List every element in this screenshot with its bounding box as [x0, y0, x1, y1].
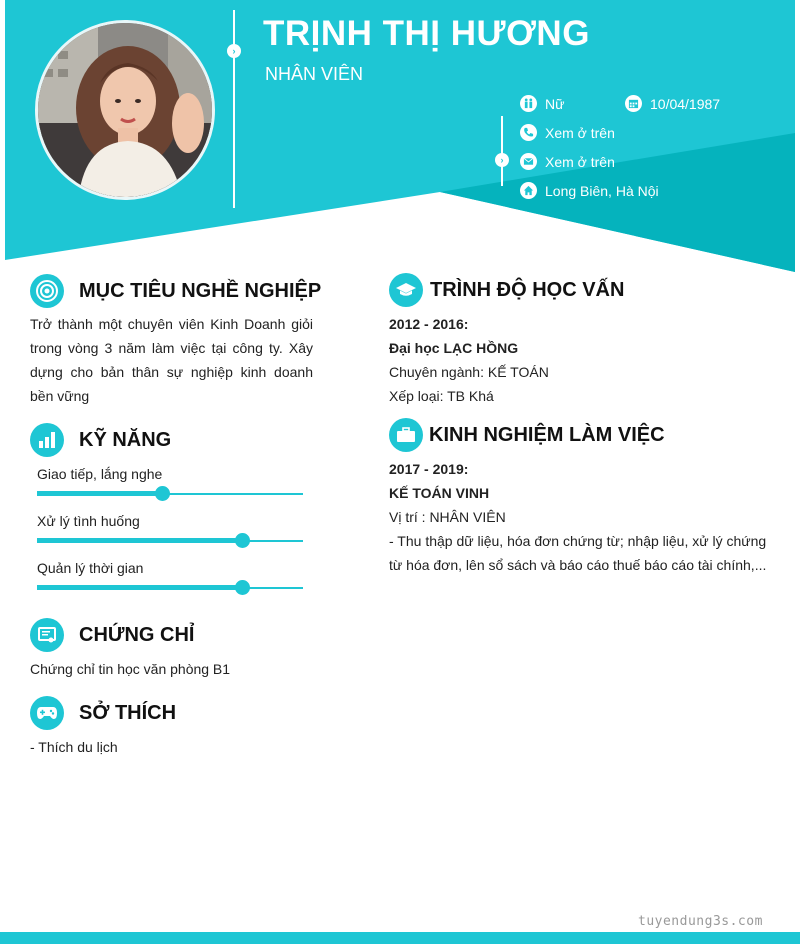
skills-heading [30, 423, 171, 457]
certificate-icon [30, 618, 64, 652]
skills-title: KỸ NĂNG [79, 428, 172, 451]
experience-company: KẾ TOÁN VINH [389, 485, 490, 501]
contact-divider [501, 116, 503, 186]
contact-phone [520, 124, 615, 141]
candidate-name: TRỊNH THỊ HƯƠNG [263, 14, 590, 53]
gender-value: Nữ [545, 95, 565, 112]
skill-label: Xử lý tình huống [37, 513, 140, 529]
experience-description-line: từ hóa đơn, lên sổ sách và báo cáo thuế báo cáo tài chính,... [389, 557, 767, 573]
header-divider [233, 10, 235, 208]
experience-title: KINH NGHIỆM LÀM VIỆC [429, 423, 665, 446]
phone-value: Xem ở trên [545, 124, 615, 141]
objective-heading [30, 274, 321, 308]
objective-text: Trở thành một chuyên viên Kinh Doanh giỏi trong vòng 3 năm làm việc tại công ty. Xây dựng cho bản thân sự nghiệp kinh doanh bền vững [30, 316, 313, 404]
education-heading [389, 273, 624, 307]
hobbies-title: SỞ THÍCH [79, 701, 177, 724]
skill-label: Quản lý thời gian [37, 560, 144, 576]
chevron-right-icon: › [227, 44, 241, 58]
objective-title: MỤC TIÊU NGHỀ NGHIỆP [79, 279, 322, 302]
experience-role: Vị trí : NHÂN VIÊN [389, 509, 506, 525]
skill-bar [37, 587, 303, 589]
chevron-right-icon: › [495, 153, 509, 167]
gender-icon [520, 95, 537, 112]
hobby-item: - Thích du lịch [30, 739, 118, 755]
certificates-heading [30, 618, 194, 652]
education-title: TRÌNH ĐỘ HỌC VẤN [430, 278, 625, 301]
email-icon [520, 153, 537, 170]
contact-email [520, 153, 615, 170]
education-major: Chuyên ngành: KẾ TOÁN [389, 364, 549, 380]
target-icon [30, 274, 64, 308]
calendar-icon [625, 95, 642, 112]
skill-bar-fill [37, 585, 242, 590]
certificate-item: Chứng chỉ tin học văn phòng B1 [30, 661, 231, 677]
skill-bar-fill [37, 491, 162, 496]
skill-bar-fill [37, 538, 242, 543]
skill-bar [37, 540, 303, 542]
skill-bar [37, 493, 303, 495]
bar-chart-icon [30, 423, 64, 457]
gamepad-icon [30, 696, 64, 730]
avatar [35, 20, 215, 200]
hobbies-heading [30, 696, 176, 730]
skill-slider-handle [235, 580, 250, 595]
watermark: tuyendung3s.com [638, 914, 763, 929]
skill-slider-handle [235, 533, 250, 548]
experience-period: 2017 - 2019: [389, 461, 469, 477]
experience-description-line: - Thu thập dữ liệu, hóa đơn chứng từ; nhập liệu, xử lý chứng [389, 533, 767, 549]
education-grade: Xếp loại: TB Khá [389, 388, 494, 404]
skill-slider-handle [155, 486, 170, 501]
graduation-cap-icon [389, 273, 423, 307]
contact-gender [520, 95, 564, 112]
contact-birthday [625, 95, 720, 112]
education-period: 2012 - 2016: [389, 316, 469, 332]
skill-label: Giao tiếp, lắng nghe [37, 466, 163, 482]
email-value: Xem ở trên [545, 153, 615, 170]
education-school: Đại học LẠC HỒNG [389, 340, 519, 356]
birthday-value: 10/04/1987 [650, 95, 721, 112]
address-value: Long Biên, Hà Nội [545, 182, 659, 199]
home-icon [520, 182, 537, 199]
phone-icon [520, 124, 537, 141]
certificates-title: CHỨNG CHỈ [79, 623, 195, 646]
footer-bar [0, 932, 800, 944]
briefcase-icon [389, 418, 423, 452]
experience-heading [389, 418, 665, 452]
candidate-position: NHÂN VIÊN [265, 64, 364, 84]
contact-address [520, 182, 659, 199]
